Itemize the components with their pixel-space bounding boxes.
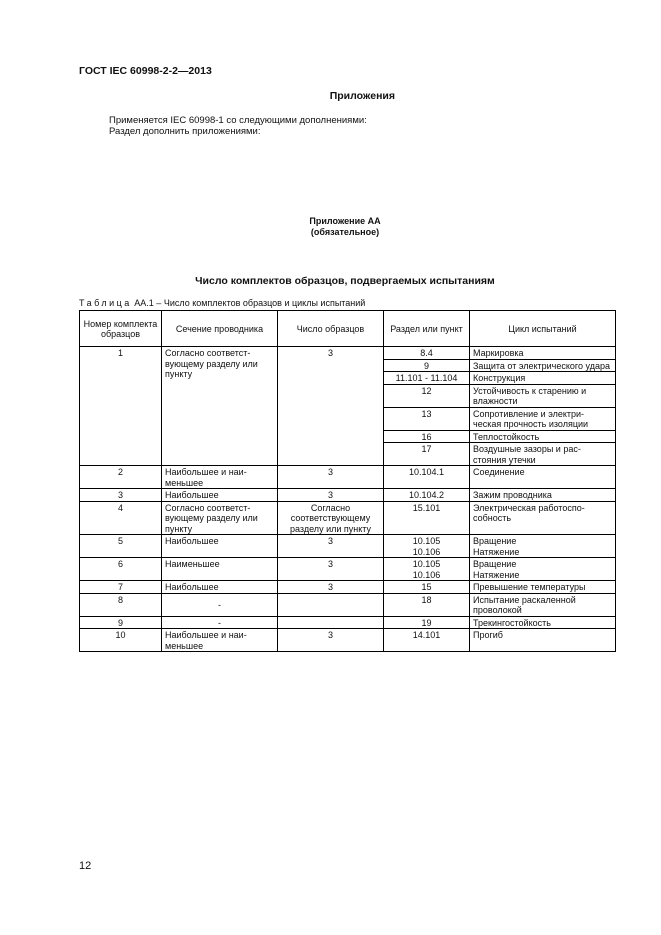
clause-cell	[384, 558, 470, 581]
set-number-cell: 3	[80, 489, 162, 502]
clause-cell: 19	[384, 616, 470, 629]
appendices-title: Приложения	[329, 90, 395, 102]
page-number: 12	[79, 860, 92, 872]
intro-line-2: Раздел дополнить приложениями:	[109, 126, 261, 137]
sample-count-cell: 3	[278, 466, 384, 489]
sample-count-cell: 3	[278, 581, 384, 594]
conductor-section-cell: Наименьшее	[162, 558, 278, 581]
table-row	[80, 616, 616, 629]
table-row	[80, 466, 616, 489]
test-cycle-cell: Прогиб	[470, 629, 616, 652]
clause-cell: 8.4	[384, 347, 470, 360]
sample-count-cell: 3	[278, 558, 384, 581]
set-number-cell: 8	[80, 593, 162, 616]
clause-cell: 14.101	[384, 629, 470, 652]
clause-cell: 13	[384, 407, 470, 430]
test-cycle-line: Вращение	[473, 559, 517, 569]
conductor-section-cell: Наибольшее	[162, 535, 278, 558]
test-cycle-cell: Маркировка	[470, 347, 616, 360]
conductor-section-cell: Наибольшее	[162, 489, 278, 502]
set-number-cell: 1	[80, 347, 162, 466]
test-cycle-cell: Сопротивление и электри-ческая прочность изоляции	[470, 407, 616, 430]
conductor-section-cell: Наибольшее и наи-меньшее	[162, 629, 278, 652]
test-cycle-cell: Воздушные зазоры и рас-стояния утечки	[470, 443, 616, 466]
intro-line-1: Применяется IEC 60998-1 со следующими дополнениями:	[109, 115, 367, 126]
clause-line: 10.106	[412, 569, 441, 580]
test-cycle-cell: Испытание раскаленной проволокой	[470, 593, 616, 616]
set-number-cell: 4	[80, 501, 162, 535]
test-cycle-cell	[470, 558, 616, 581]
header-conductor-section: Сечение проводника	[162, 311, 278, 347]
table-row	[80, 501, 616, 535]
conductor-section-cell: Согласно соответст-вующему разделу или пункту	[162, 347, 278, 466]
conductor-section-cell: -	[162, 593, 278, 616]
clause-cell: 17	[384, 443, 470, 466]
sample-count-cell	[278, 593, 384, 616]
annex-heading	[0, 216, 661, 238]
annex-status: (обязательное)	[310, 227, 380, 237]
test-cycle-cell: Электрическая работоспо-собность	[470, 501, 616, 535]
clause-cell: 9	[384, 359, 470, 372]
sample-count-cell: 3	[278, 347, 384, 466]
clause-cell: 15.101	[384, 501, 470, 535]
test-cycle-cell: Защита от электрического удара	[470, 359, 616, 372]
conductor-section-cell: -	[162, 616, 278, 629]
set-number-cell: 5	[80, 535, 162, 558]
table-row	[80, 629, 616, 652]
table-row	[80, 593, 616, 616]
table-header-row	[80, 311, 616, 347]
test-cycle-cell: Конструкция	[470, 372, 616, 385]
clause-cell: 11.101 - 11.104	[384, 372, 470, 385]
clause-cell	[384, 535, 470, 558]
header-clause: Раздел или пункт	[384, 311, 470, 347]
clause-cell: 15	[384, 581, 470, 594]
conductor-section-cell: Наибольшее	[162, 581, 278, 594]
table-caption	[79, 298, 365, 308]
test-cycle-cell: Теплостойкость	[470, 430, 616, 443]
header-test-cycle: Цикл испытаний	[470, 311, 616, 347]
clause-cell: 12	[384, 384, 470, 407]
clause-cell: 18	[384, 593, 470, 616]
clause-line: 10.106	[412, 546, 441, 557]
section-title: Число комплектов образцов, подвергаемых испытаниям	[195, 275, 495, 287]
test-cycle-cell: Трекингостойкость	[470, 616, 616, 629]
header-sample-count: Число образцов	[278, 311, 384, 347]
test-cycle-cell: Устойчивость к старению и влажности	[470, 384, 616, 407]
sample-count-cell: 3	[278, 535, 384, 558]
test-cycle-cell: Зажим проводника	[470, 489, 616, 502]
table-row	[80, 581, 616, 594]
conductor-section-cell: Согласно соответст-вующему разделу или пункту	[162, 501, 278, 535]
clause-cell: 10.104.2	[384, 489, 470, 502]
test-cycle-cell	[470, 535, 616, 558]
test-cycle-cell: Соединение	[470, 466, 616, 489]
sample-count-cell	[278, 616, 384, 629]
test-cycle-line: Вращение	[473, 536, 517, 546]
table-caption-text: АА.1 – Число комплектов образцов и циклы испытаний	[131, 298, 366, 308]
sample-count-cell: 3	[278, 629, 384, 652]
clause-line: 10.105	[412, 536, 441, 546]
sample-count-cell: 3	[278, 489, 384, 502]
sample-count-cell: Согласно соответствующему разделу или пункту	[278, 501, 384, 535]
table-row	[80, 535, 616, 558]
test-cycle-line: Натяжение	[473, 546, 520, 557]
clause-line: 10.105	[412, 559, 441, 569]
clause-cell: 16	[384, 430, 470, 443]
table-row	[80, 489, 616, 502]
set-number-cell: 7	[80, 581, 162, 594]
table-row	[80, 558, 616, 581]
set-number-cell: 2	[80, 466, 162, 489]
intro-text	[109, 115, 367, 137]
table-caption-word: Таблица	[79, 298, 132, 308]
test-cycle-line: Натяжение	[473, 569, 520, 580]
table-row	[80, 347, 616, 360]
conductor-section-cell: Наибольшее и наи-меньшее	[162, 466, 278, 489]
test-cycle-cell: Превышение температуры	[470, 581, 616, 594]
set-number-cell: 9	[80, 616, 162, 629]
set-number-cell: 6	[80, 558, 162, 581]
annex-title: Приложение АА	[309, 216, 381, 226]
document-header: ГОСТ IEC 60998-2-2—2013	[79, 65, 212, 77]
header-set-number: Номер комплекта образцов	[80, 311, 162, 347]
set-number-cell: 10	[80, 629, 162, 652]
samples-table	[79, 310, 616, 652]
clause-cell: 10.104.1	[384, 466, 470, 489]
